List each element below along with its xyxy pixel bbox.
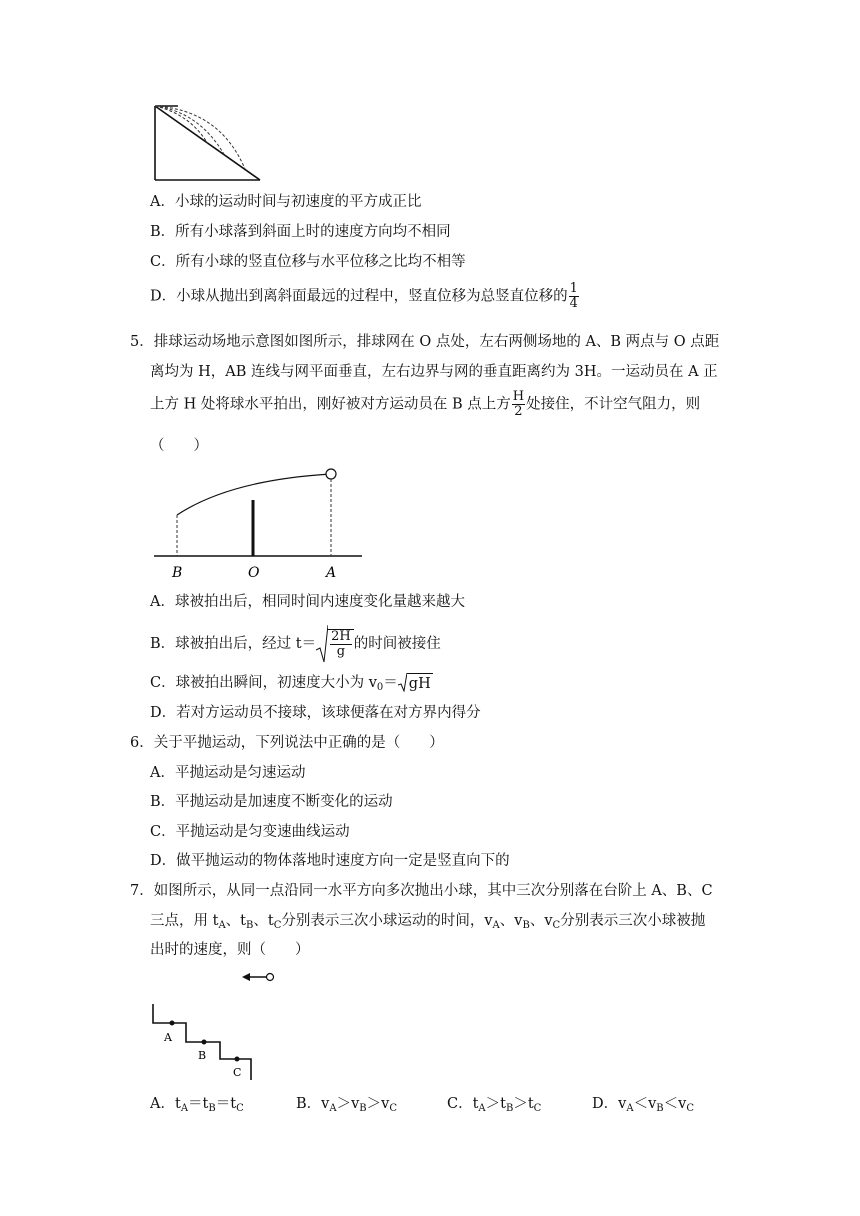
subscript: 0 <box>376 682 384 693</box>
q5-option-d: D．若对方运动员不接球，该球便落在对方界内得分 <box>150 705 481 721</box>
subscript: B <box>208 1103 216 1114</box>
fraction-numerator: 1 <box>569 281 578 296</box>
q5-stem-line-2: 离均为 H，AB 连线与网平面垂直，左右边界与网的垂直距离约为 3H。一运动员在 A 正 <box>150 364 718 380</box>
subscript: C <box>273 920 282 931</box>
fraction-numerator: H <box>512 389 525 404</box>
q5-stem-line-3b: 处接住，不计空气阻力，则 <box>526 396 701 413</box>
subscript: C <box>686 1103 694 1114</box>
subscript: A <box>180 1103 189 1114</box>
q5-option-b <box>150 624 441 664</box>
subscript: C <box>552 920 561 931</box>
subscript: A <box>218 920 226 931</box>
incline-figure <box>150 102 265 184</box>
subscript: A <box>492 920 500 931</box>
subscript: A <box>626 1103 634 1114</box>
q5-option-c <box>150 672 433 698</box>
q5-answer-blank: （ ） <box>150 438 208 454</box>
text-part: 三点，用 t <box>150 913 219 929</box>
text-part: D．v <box>592 1096 627 1112</box>
text-part: 分别表示三次小球被抛 <box>560 913 706 929</box>
radicand: gH <box>407 673 433 694</box>
q4-option-a: A．小球的运动时间与初速度的平方成正比 <box>150 194 422 210</box>
fraction-denominator: g <box>336 644 346 659</box>
fraction-numerator: 2H <box>331 629 351 644</box>
text-part: 、t <box>253 913 274 929</box>
subscript: C <box>533 1103 542 1114</box>
label-b: B <box>198 1049 207 1062</box>
label-a: A <box>326 565 337 581</box>
q4-option-d <box>150 282 580 311</box>
text-part: C．t <box>447 1096 479 1112</box>
text-part: B．v <box>296 1096 330 1112</box>
q4-option-d-text: D．小球从抛出到离斜面最远的过程中，竖直位移为总竖直位移的 <box>150 288 568 305</box>
q7-option-a: A．$t_A=t_B=t_C$ <box>150 1096 244 1114</box>
operator: ＜ <box>633 1096 649 1112</box>
subscript: B <box>505 1103 514 1114</box>
subscript: B <box>522 920 530 931</box>
operator: ＞ <box>336 1096 352 1112</box>
q7-option-b: B．$v_A>v_B>v_C$ <box>296 1096 398 1114</box>
text-part: 、t <box>225 913 246 929</box>
q7-stem-line-1: 7．如图所示，从同一点沿同一水平方向多次抛出小球，其中三次分别落在台阶上 A、B、C <box>130 883 713 899</box>
subscript: C <box>236 1103 244 1114</box>
q5-stem-line-1: 5．排球运动场地示意图如图所示，排球网在 O 点处，左右两侧场地的 A、B 两点与 O 点距 <box>130 334 720 350</box>
subscript: C <box>389 1103 398 1114</box>
q6-stem: 6．关于平抛运动，下列说法中正确的是（ ） <box>130 735 444 751</box>
q7-option-c: C．$t_A>t_B>t_C$ <box>447 1096 542 1114</box>
q5-option-b-pre: B．球被拍出后，经过 t＝ <box>150 636 317 652</box>
label-a: A <box>164 1031 172 1044</box>
q6-option-a: A．平抛运动是匀速运动 <box>150 765 306 781</box>
q7-option-d: D．$v_A<v_B<v_C$ <box>592 1096 694 1114</box>
operator: ＞ <box>485 1096 501 1112</box>
text-part: 分别表示三次小球运动的时间，v <box>281 913 493 929</box>
subscript: B <box>246 920 254 931</box>
q5-stem-line-3a: 上方 H 处将球水平拍出，刚好被对方运动员在 B 点上方 <box>150 396 511 413</box>
q5-option-a: A．球被拍出后，相同时间内速度变化量越来越大 <box>150 594 465 610</box>
fraction-one-quarter <box>569 282 579 311</box>
subscript: A <box>478 1103 486 1114</box>
q5-option-b-post: 的时间被接住 <box>353 636 441 652</box>
text-part: 、v <box>499 913 523 929</box>
q6-option-c: C．平抛运动是匀变速曲线运动 <box>150 824 350 840</box>
text-part: A．t <box>150 1096 181 1112</box>
stairs-figure <box>150 964 280 1082</box>
q6-option-b: B．平抛运动是加速度不断变化的运动 <box>150 794 393 810</box>
subscript: B <box>656 1103 664 1114</box>
subscript: A <box>329 1103 337 1114</box>
operator: ＝ <box>188 1096 203 1112</box>
label-b: B <box>172 565 183 581</box>
q6-option-d: D．做平抛运动的物体落地时速度方向一定是竖直向下的 <box>150 853 510 869</box>
fraction-denominator: 4 <box>569 296 578 311</box>
label-c: C <box>233 1066 242 1079</box>
fraction-denominator: 2 <box>514 404 523 419</box>
operator: ＞ <box>513 1096 528 1112</box>
operator: ＜ <box>663 1096 679 1112</box>
q7-stem-line-2 <box>150 911 705 936</box>
q7-stem-line-3: 出时的速度，则（ ） <box>150 942 310 958</box>
q4-option-b: B．所有小球落到斜面上时的速度方向均不相同 <box>150 224 451 240</box>
equals-sign: ＝ <box>383 675 398 691</box>
q5-stem-line-3 <box>150 390 700 419</box>
subscript: B <box>359 1103 367 1114</box>
text-part: 、v <box>529 913 553 929</box>
sqrt-2h-over-g <box>316 624 354 664</box>
fraction-h-over-2 <box>512 390 525 419</box>
operator: ＝ <box>215 1096 231 1112</box>
operator: ＞ <box>366 1096 382 1112</box>
volleyball-court-figure <box>150 462 370 582</box>
q5-option-c-pre: C．球被拍出瞬间，初速度大小为 v <box>150 675 377 691</box>
sqrt-gh <box>398 672 433 694</box>
label-o: O <box>248 565 260 581</box>
q4-option-c: C．所有小球的竖直位移与水平位移之比均不相等 <box>150 254 466 270</box>
